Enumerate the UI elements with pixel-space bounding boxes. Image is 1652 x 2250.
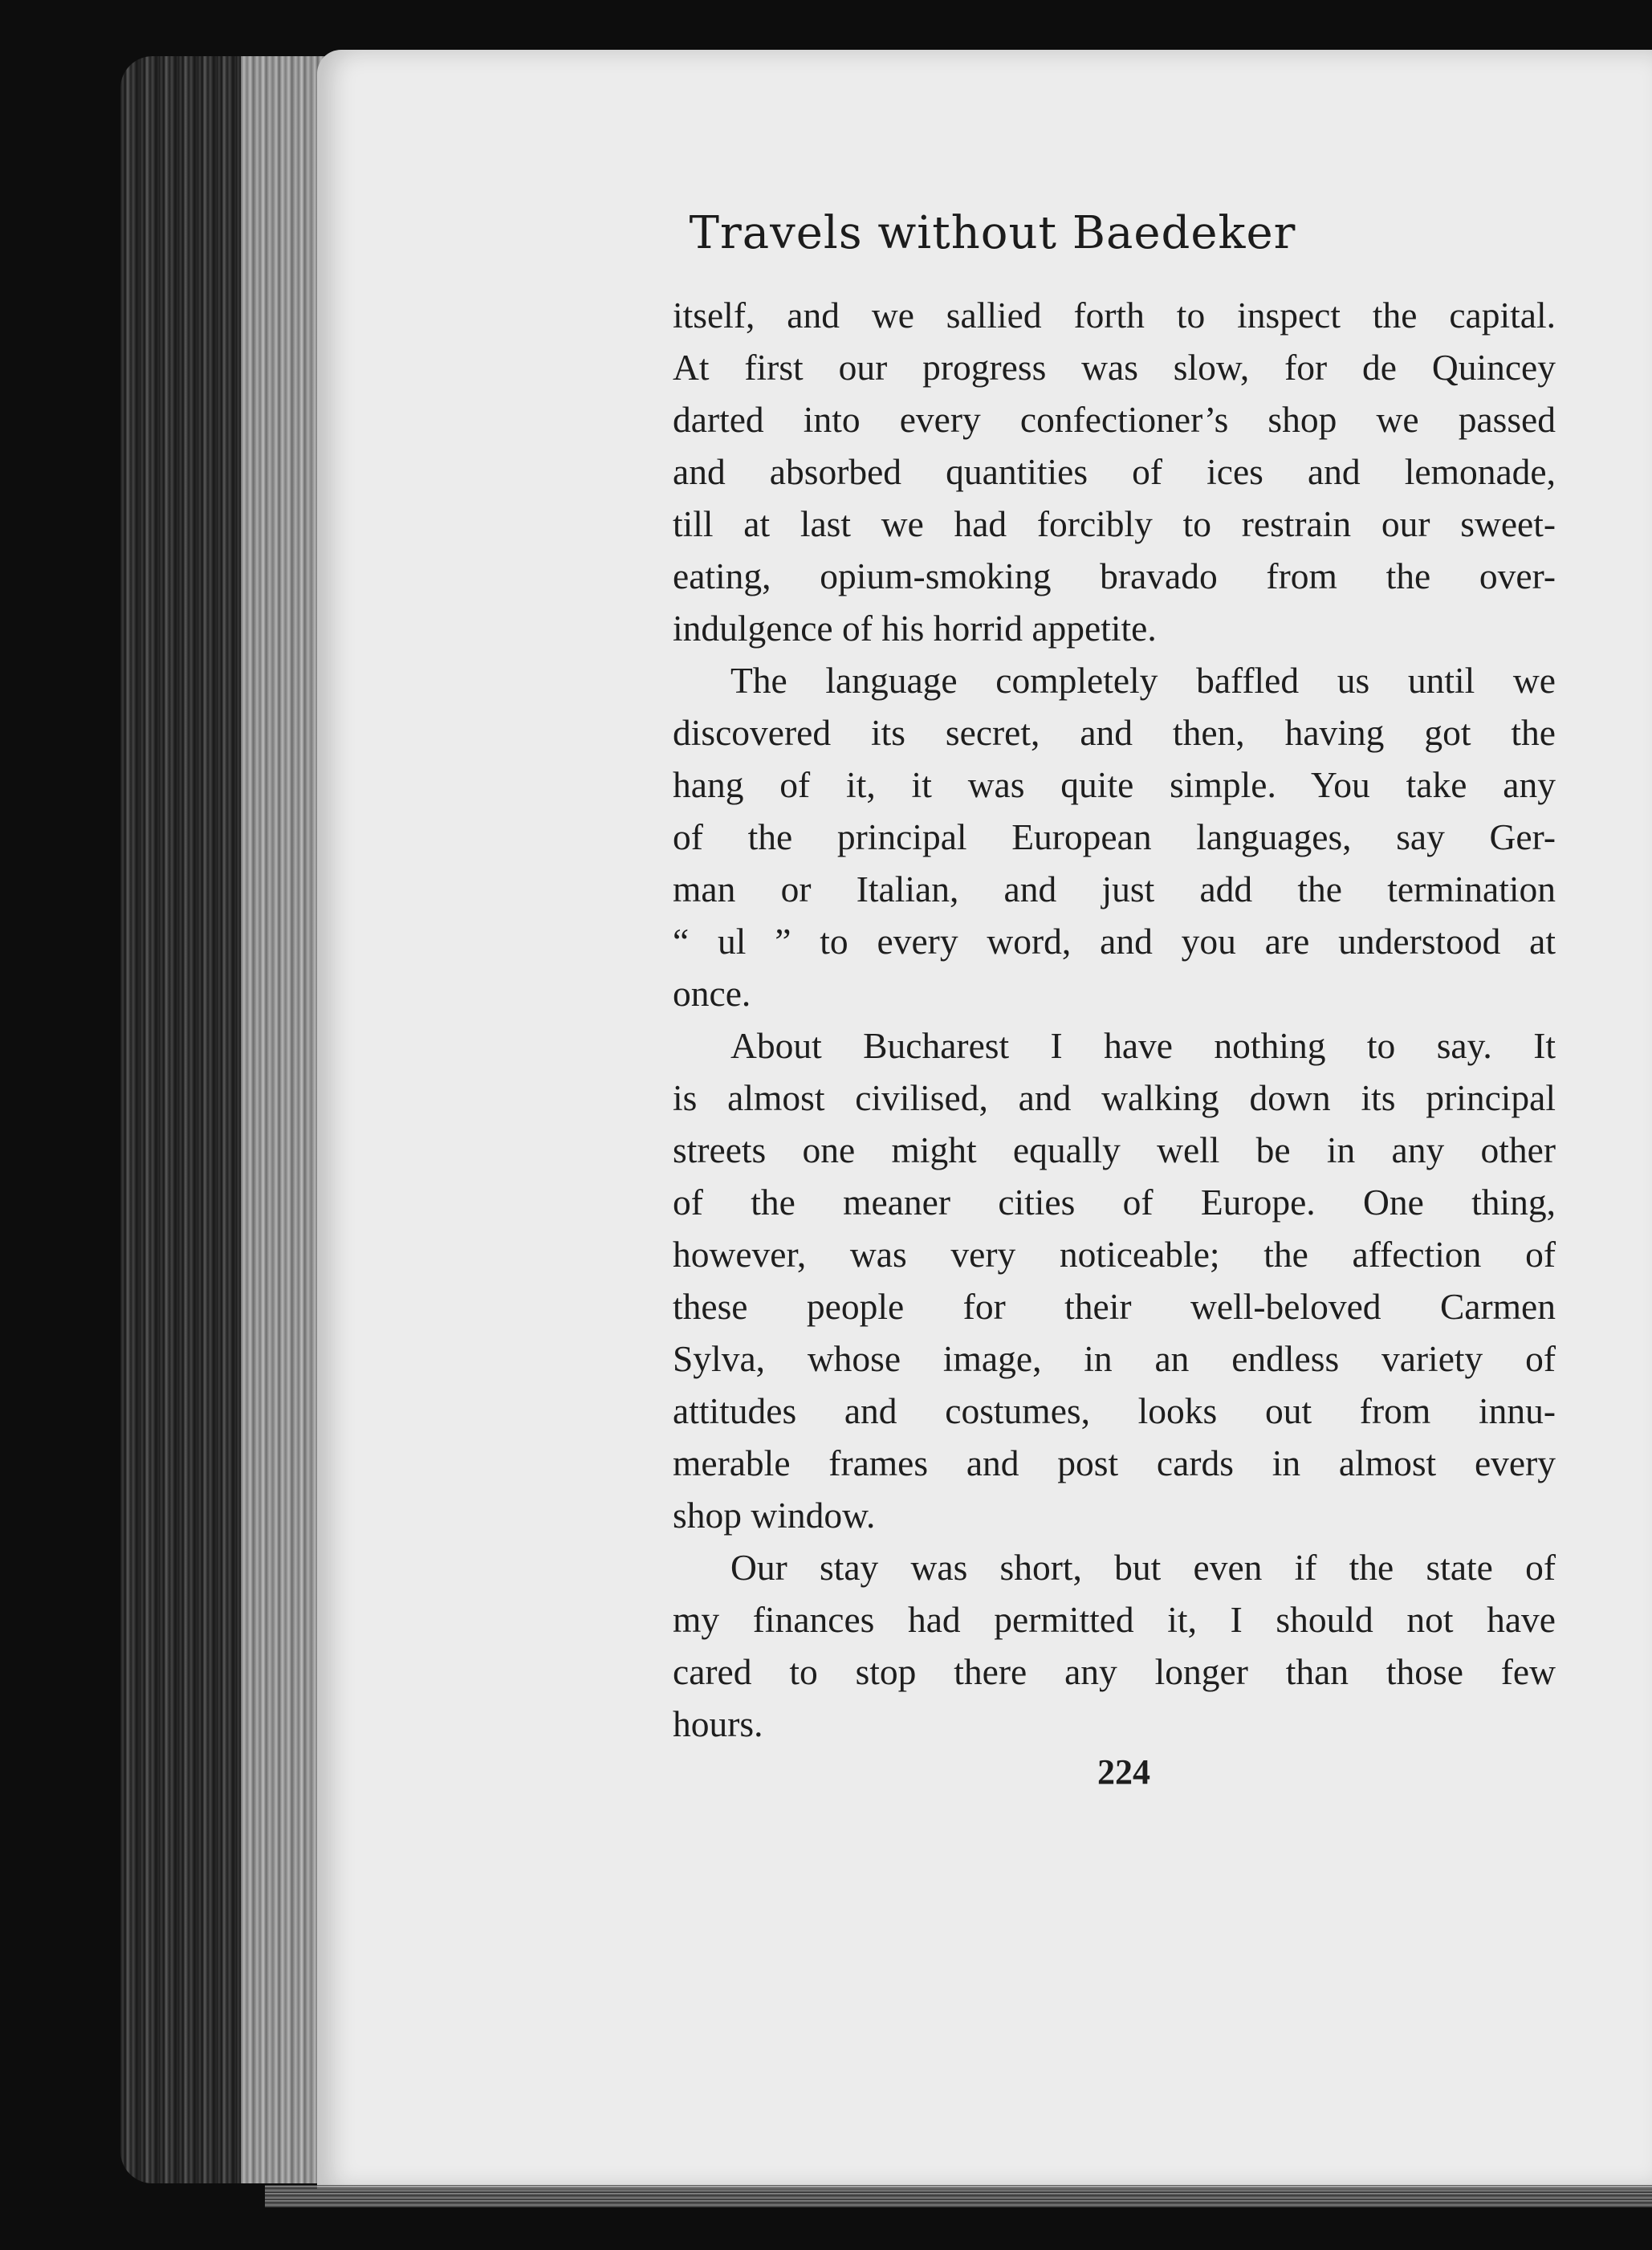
- text-line: man or Italian, and just add the termination: [673, 869, 1556, 909]
- text-line: once.: [673, 973, 751, 1014]
- page-fore-edge: [120, 56, 337, 2183]
- text-line: discovered its secret, and then, having got the: [673, 712, 1556, 753]
- text-line: About Bucharest I have nothing to say. It: [730, 1025, 1556, 1066]
- running-head: [317, 207, 1652, 259]
- text-line: these people for their well-beloved Carmen: [673, 1286, 1556, 1327]
- text-line: eating, opium-smoking bravado from the over-: [673, 555, 1556, 596]
- text-line: till at last we had forcibly to restrain our sweet-: [673, 503, 1556, 544]
- text-line: shop window.: [673, 1495, 876, 1536]
- text-line: cared to stop there any longer than those few: [673, 1651, 1556, 1692]
- text-line: indulgence of his horrid appetite.: [673, 608, 1157, 649]
- text-line: of the principal European languages, say Ger-: [673, 816, 1556, 857]
- text-line: Sylva, whose image, in an endless variety of: [673, 1338, 1556, 1379]
- text-line: attitudes and costumes, looks out from innu-: [673, 1390, 1556, 1431]
- text-line: of the meaner cities of Europe. One thing,: [673, 1182, 1556, 1223]
- text-line: however, was very noticeable; the affection of: [673, 1234, 1556, 1275]
- text-line: The language completely baffled us until we: [730, 660, 1556, 701]
- text-line: merable frames and post cards in almost every: [673, 1442, 1556, 1483]
- text-line: itself, and we sallied forth to inspect the capital.: [673, 295, 1556, 336]
- paragraph: [673, 1019, 1556, 1541]
- text-line: hours.: [673, 1703, 763, 1744]
- text-line: and absorbed quantities of ices and lemonade,: [673, 451, 1556, 492]
- text-line: Our stay was short, but even if the state of: [730, 1547, 1556, 1588]
- text-line: streets one might equally well be in any other: [673, 1129, 1556, 1170]
- page-bottom-edge: [265, 2185, 1652, 2207]
- body-text: [673, 289, 1556, 1750]
- paragraph: [673, 289, 1556, 654]
- text-line: At first our progress was slow, for de Quincey: [673, 347, 1556, 388]
- paragraph: [673, 1541, 1556, 1750]
- text-line: is almost civilised, and walking down its principal: [673, 1077, 1556, 1118]
- paragraph: [673, 654, 1556, 1019]
- text-line: hang of it, it was quite simple. You take any: [673, 764, 1556, 805]
- text-line: darted into every confectioner’s shop we passed: [673, 399, 1556, 440]
- page-number: 224: [1097, 1752, 1150, 1792]
- text-line: my finances had permitted it, I should not have: [673, 1599, 1556, 1640]
- text-line: “ ul ” to every word, and you are understood at: [673, 921, 1556, 962]
- running-head-text: Travels without Baedeker: [689, 207, 1296, 259]
